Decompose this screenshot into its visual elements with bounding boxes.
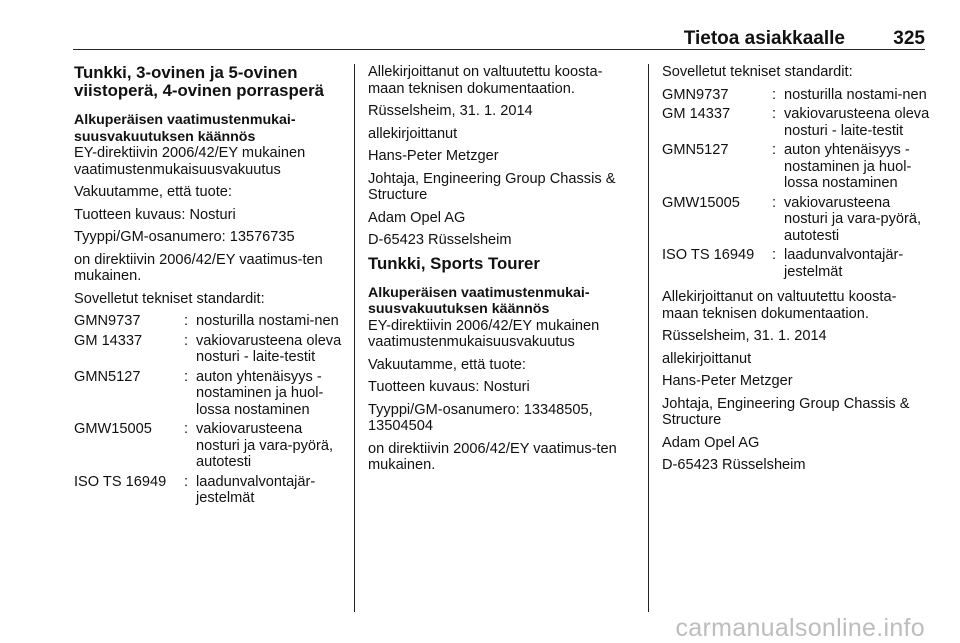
standard-code: ISO TS 16949 (662, 247, 755, 263)
subheading: Alkuperäisen vaatimustenmukai-suusvakuutuksen käännös (368, 284, 590, 317)
paragraph: Allekirjoittanut on valtuutettu koosta-maan teknisen dokumentaation. (662, 289, 897, 322)
paragraph: Tyyppi/GM-osanumero: 13576735 (74, 229, 295, 245)
standard-code: GMN9737 (662, 86, 729, 103)
column-middle (368, 64, 636, 480)
section-heading (74, 64, 342, 100)
standard-description: laadunvalvontajär-jestelmät (784, 247, 904, 280)
section-heading-line: viistoperä, 4-ovinen porrasperä (74, 81, 324, 100)
watermark-logo: carmanualsonline.info (675, 614, 925, 642)
paragraph: Sovelletut tekniset standardit: (74, 290, 265, 307)
separator: : (772, 86, 777, 103)
paragraph: Vakuutamme, että tuote: (74, 184, 232, 200)
standard-code: GM 14337 (662, 106, 731, 122)
separator: : (184, 368, 189, 385)
separator: : (772, 142, 777, 158)
standard-code: GM 14337 (74, 332, 143, 349)
section-heading: Tunkki, Sports Tourer (368, 253, 540, 273)
paragraph: Tuotteen kuvaus: Nosturi (74, 206, 236, 223)
standard-code: GMW15005 (74, 421, 152, 437)
page-number: 325 (893, 28, 925, 49)
standard-description: nosturilla nostami-nen (196, 313, 339, 329)
paragraph: Tyyppi/GM-osanumero: 13348505, 13504504 (368, 401, 593, 434)
paragraph: Hans-Peter Metzger (662, 373, 793, 389)
column-right (662, 64, 930, 480)
standard-description: vakiovarusteena nosturi ja vara-pyörä, autotesti (784, 194, 922, 244)
standard-description: auton yhtenäisyys - nostaminen ja huol-lossa nostaminen (784, 142, 912, 191)
paragraph: Adam Opel AG (662, 434, 760, 451)
separator: : (184, 473, 189, 490)
standard-code: GMN5127 (74, 368, 141, 385)
paragraph: Rüsselsheim, 31. 1. 2014 (662, 328, 827, 344)
standard-description: auton yhtenäisyys - nostaminen ja huol-lossa nostaminen (196, 368, 324, 418)
standard-code: GMW15005 (662, 194, 740, 211)
standards-table (74, 313, 342, 510)
paragraph: on direktiivin 2006/42/EY vaatimus-ten mukainen. (74, 251, 323, 284)
standard-description: vakiovarusteena oleva nosturi - laite-testit (784, 106, 930, 139)
paragraph: D-65423 Rüsselsheim (662, 457, 806, 473)
standard-description: vakiovarusteena nosturi ja vara-pyörä, autotesti (196, 421, 334, 470)
section-heading-line: Tunkki, 3-ovinen ja 5-ovinen (74, 63, 298, 82)
paragraph: Sovelletut tekniset standardit: (662, 64, 853, 80)
column-divider (648, 64, 649, 612)
paragraph: EY-direktiivin 2006/42/EY mukainen vaatimustenmukaisuusvakuutus (368, 317, 600, 350)
column-left (74, 64, 342, 516)
paragraph: on direktiivin 2006/42/EY vaatimus-ten mukainen. (368, 440, 617, 473)
column-divider (354, 64, 355, 612)
subheading: Alkuperäisen vaatimustenmukai-suusvakuutuksen käännös (74, 112, 296, 145)
paragraph: allekirjoittanut (662, 350, 752, 367)
standards-table (662, 87, 930, 284)
separator: : (184, 421, 189, 437)
standard-code: GMN9737 (74, 313, 141, 329)
separator: : (772, 106, 777, 122)
paragraph: Rüsselsheim, 31. 1. 2014 (368, 103, 533, 119)
header-title: Tietoa asiakkaalle (683, 28, 845, 49)
separator: : (772, 247, 777, 263)
paragraph: Johtaja, Engineering Group Chassis & Structure (662, 395, 910, 428)
standard-description: nosturilla nostami-nen (784, 86, 927, 103)
paragraph: Hans-Peter Metzger (368, 148, 499, 164)
paragraph: allekirjoittanut (368, 125, 458, 142)
paragraph: Adam Opel AG (368, 209, 466, 226)
standard-description: vakiovarusteena oleva nosturi - laite-testit (196, 332, 342, 365)
separator: : (772, 194, 777, 211)
paragraph: EY-direktiivin 2006/42/EY mukainen vaatimustenmukaisuusvakuutus (74, 145, 306, 178)
paragraph: Allekirjoittanut on valtuutettu koosta-maan teknisen dokumentaation. (368, 64, 603, 97)
paragraph: D-65423 Rüsselsheim (368, 232, 512, 248)
paragraph: Vakuutamme, että tuote: (368, 356, 526, 373)
paragraph: Tuotteen kuvaus: Nosturi (368, 379, 530, 395)
standard-description: laadunvalvontajär-jestelmät (196, 473, 316, 506)
standard-code: ISO TS 16949 (74, 473, 167, 490)
separator: : (184, 313, 189, 329)
separator: : (184, 332, 189, 349)
standard-code: GMN5127 (662, 142, 729, 158)
header-rule (73, 49, 925, 50)
paragraph: Johtaja, Engineering Group Chassis & Structure (368, 170, 616, 203)
page-header (73, 28, 925, 50)
